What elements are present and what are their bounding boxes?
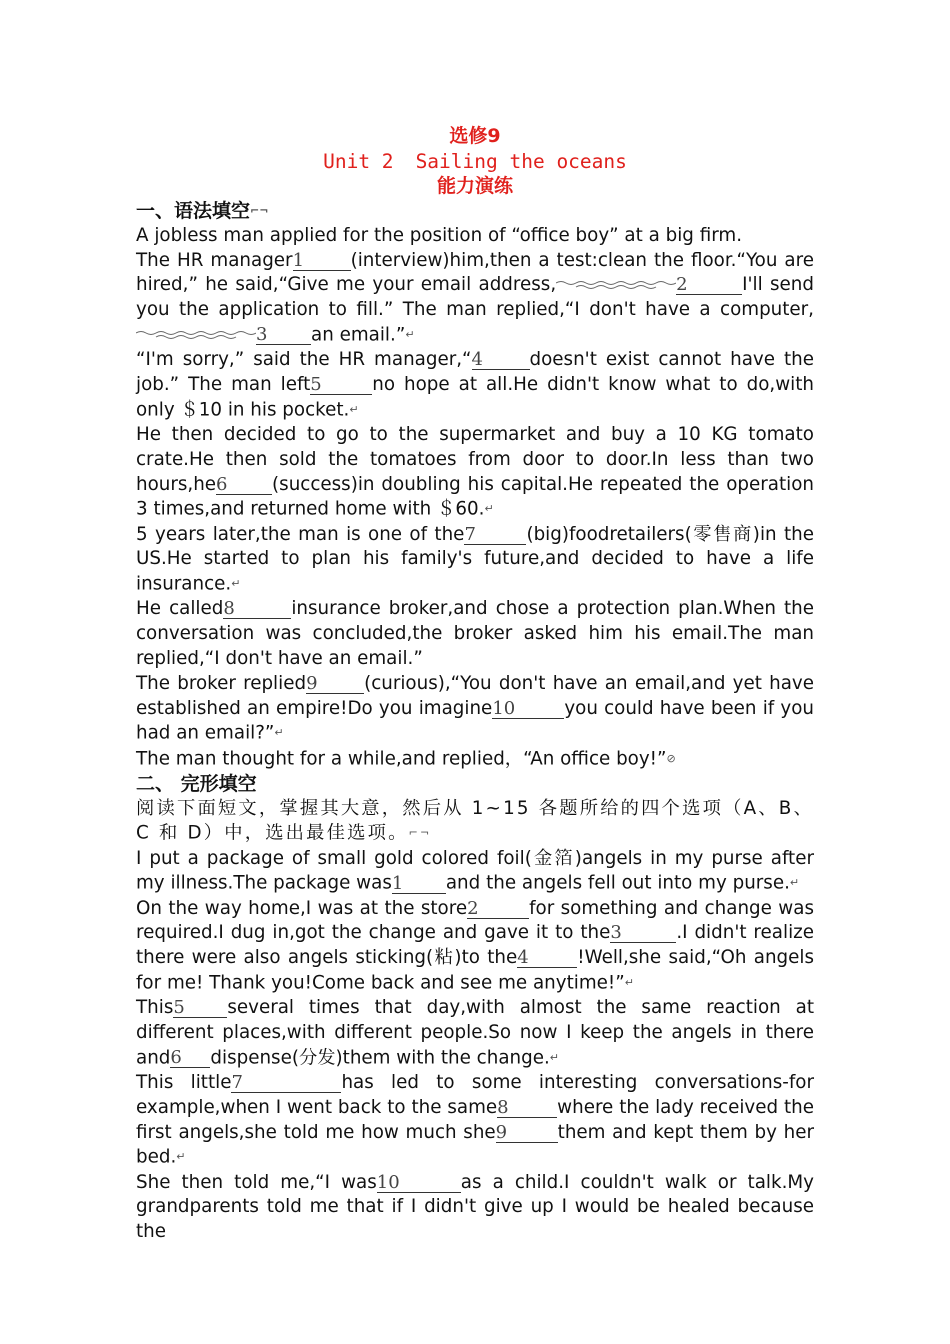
cloze-blank-8[interactable]: 8 — [497, 1098, 557, 1118]
wavy-underline-icon — [136, 330, 256, 340]
paragraph: The man thought for a while,and replied，“An office boy!”⊘ — [136, 748, 676, 770]
unit-label: Unit 2 — [323, 150, 394, 173]
wavy-underline-icon — [556, 280, 676, 290]
blank-6[interactable]: 6 — [216, 475, 272, 495]
blank-9[interactable]: 9 — [306, 674, 364, 694]
section2-heading: 二、 完形填空 — [136, 772, 257, 795]
document-page — [136, 124, 814, 1245]
blank-5[interactable]: 5 — [310, 375, 372, 395]
return-mark-icon: ↵ — [484, 502, 494, 516]
return-mark-icon: ↵ — [274, 726, 284, 740]
cloze-blank-9[interactable]: 9 — [496, 1123, 558, 1143]
cloze-blank-1[interactable]: 1 — [392, 874, 446, 894]
blank-8[interactable]: 8 — [223, 599, 291, 619]
unit-name: Sailing the oceans — [415, 150, 627, 173]
course-title: 选修9 — [449, 125, 501, 147]
page-subtitle: 能力演练 — [436, 175, 513, 197]
return-mark-icon: ↵ — [549, 1050, 559, 1064]
section1-heading: 一、语法填空⌐¬ — [136, 200, 269, 222]
blank-4[interactable]: 4 — [472, 350, 530, 370]
paragraph-mark-icon: ⌐¬ — [408, 826, 432, 840]
section2-intro: 阅读下面短文，掌握其大意，然后从 1~15 各题所给的四个选项（A、B、C 和 D）中，选出最佳选项。⌐¬ — [136, 797, 814, 844]
paragraph: On the way home,I was at the store2 for something and change was required.I dug in,got the change and gave it to the3 .I didn't realize there were also angels sticking(粘)to the4 !Well,she said,“Oh angels for me! Thank you!Come back and see me anytime!”↵ — [136, 897, 815, 994]
cloze-blank-4[interactable]: 4 — [517, 948, 577, 968]
paragraph: The HR manager1 (interview)him,then a test:clean the floor.“You are hired,” he said,“Give me your email address, 2 I'll send you the application to fill.” The man replied,“I don't have a computer,3 an email.”↵ — [136, 249, 814, 346]
cloze-blank-5[interactable]: 5 — [173, 998, 227, 1018]
blank-7[interactable]: 7 — [464, 525, 526, 545]
cloze-blank-2[interactable]: 2 — [467, 899, 529, 919]
cloze-blank-10[interactable]: 10 — [377, 1173, 461, 1193]
cloze-blank-6[interactable]: 6 — [170, 1048, 210, 1068]
paragraph: I put a package of small gold colored foil(金箔)angels in my purse after my illness.The package was1 and the angels fell out into my purse.↵ — [136, 847, 814, 894]
return-mark-icon: ↵ — [231, 577, 241, 591]
blank-10[interactable]: 10 — [492, 699, 564, 719]
return-mark-icon: ↵ — [789, 876, 800, 890]
paragraph-mark-icon: ⌐¬ — [250, 204, 269, 218]
paragraph: He called8 insurance broker,and chose a protection plan.When the conversation was concluded,the broker asked him his email.The man replied,“I don't have an email.” — [136, 598, 814, 670]
return-mark-icon: ↵ — [624, 976, 634, 990]
return-mark-icon: ↵ — [349, 402, 359, 416]
paragraph: A jobless man applied for the position of “office boy” at a big firm. — [136, 224, 743, 246]
return-mark-icon: ↵ — [176, 1150, 186, 1164]
paragraph: “I'm sorry,” said the HR manager,“4 doesn't exist cannot have the job.” The man left5 no hope at all.He didn't know what to do,with only ＄10 in his pocket.↵ — [136, 349, 814, 421]
paragraph: She then told me,“I was10 as a child.I couldn't walk or talk.My grandparents told me that if I didn't give up I would be healed because the — [136, 1171, 814, 1243]
return-mark-icon: ↵ — [405, 328, 415, 342]
cloze-blank-3[interactable]: 3 — [610, 923, 676, 943]
blank-2[interactable]: 2 — [676, 275, 742, 295]
paragraph: The broker replied9 (curious),“You don't have an email,and yet have established an empire!Do you imagine10 you could have been if you had an email?”↵ — [136, 672, 815, 744]
blank-3[interactable]: 3 — [256, 325, 311, 345]
paragraph: This5 several times that day,with almost the same reaction at different places,with different people.So now I keep the angels in there and6 dispense(分发)them with the change.↵ — [136, 997, 814, 1069]
unit-title — [136, 149, 814, 174]
paragraph: 5 years later,the man is one of the7 (big)foodretailers(零售商)in the US.He started to plan his family's future,and decided to have a life insurance.↵ — [136, 523, 814, 595]
paragraph: This little7 has led to some interesting conversations-for example,when I went back to the same8 where the lady received the first angels,she told me how much she9 them and kept them by her bed.↵ — [136, 1072, 814, 1168]
paragraph: He then decided to go to the supermarket and buy a 10 KG tomato crate.He then sold the tomatoes from door to door.In less than two hours,he6 (success)in doubling his capital.He repeated the operation 3 times,and returned home with ＄60.↵ — [136, 424, 814, 520]
section-end-icon: ⊘ — [666, 751, 676, 765]
blank-1[interactable]: 1 — [293, 251, 351, 271]
cloze-blank-7[interactable]: 7 — [231, 1073, 341, 1093]
